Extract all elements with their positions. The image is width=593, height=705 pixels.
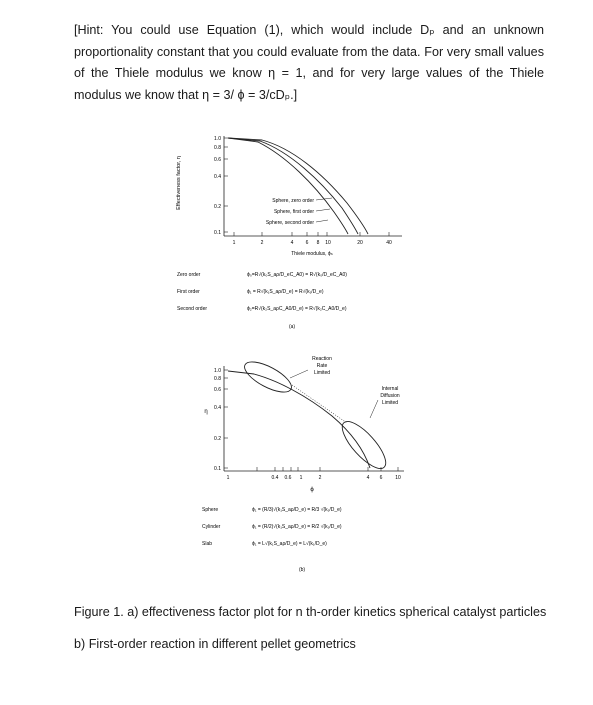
figure-svg <box>172 128 417 581</box>
reaction-label: Rate <box>316 363 328 369</box>
hint-paragraph: [Hint: You could use Equation (1), which would include Dₚ and an unknown proportionality constant that you could evaluate from the data. For very small values of the Thiele modulus we know η = 1, and for very large values of the Thiele modulus we know that η = 3/ ϕ = 3/cDₚ.] <box>74 23 544 102</box>
equation-label: Slab <box>202 541 213 547</box>
ytick-label: 0.4 <box>214 174 221 180</box>
xtick-label: 2 <box>318 475 322 481</box>
equation-text: ϕ₁ = R√(k₁S_aρ/D_e) = R√(k₁/D_e) <box>247 289 324 295</box>
xtick-label: 6 <box>305 240 309 246</box>
panel-b-plot <box>204 356 404 493</box>
ytick-label: 0.4 <box>214 405 221 411</box>
equation-text: ϕ₁ = (R/3)√(k₁S_aρ/D_e) = R/3 √(k₁/D_e) <box>252 507 342 513</box>
xtick-label: 2 <box>260 240 264 246</box>
figure-image <box>172 128 417 581</box>
equation-label: First order <box>177 289 200 295</box>
curve-first-order-geometries <box>228 371 370 468</box>
panel-b-xlabel: ϕ <box>310 487 314 493</box>
diffusion-label: Limited <box>381 400 399 406</box>
panel-b-xticks <box>227 467 401 481</box>
panel-a-yticks <box>214 136 228 236</box>
xtick-label: 10 <box>325 240 331 246</box>
equation-label: Second order <box>177 306 208 312</box>
panel-b-tag: (b) <box>298 567 306 573</box>
ytick-label: 0.6 <box>214 157 221 163</box>
equation-text: ϕ₁ = (R/2)√(k₁S_aρ/D_e) = R/2 √(k₁/D_e) <box>252 524 342 530</box>
diffusion-label: Internal <box>381 386 399 392</box>
ytick-label: 0.2 <box>214 436 221 442</box>
panel-b-ylabel: η <box>204 409 208 415</box>
ytick-label: 0.2 <box>214 204 221 210</box>
legend-first-order: Sphere, first order <box>273 209 314 215</box>
panel-a-xlabel: Thiele modulus, ϕₙ <box>291 251 333 257</box>
reaction-limited-region <box>240 356 295 398</box>
xtick-label: 4 <box>366 475 370 481</box>
xtick-label: 10 <box>395 475 401 481</box>
xtick-label: 0.4 <box>271 475 279 481</box>
legend-second-order: Sphere, second order <box>265 220 314 226</box>
equation-text: ϕ₁ = L√(k₁S_aρ/D_e) = L√(k₁/D_e) <box>252 541 327 547</box>
panel-a-equations <box>177 271 347 330</box>
xtick-label: 6 <box>379 475 383 481</box>
ytick-label: 1.0 <box>214 368 221 374</box>
equation-text: ϕ₀=R√(k₀S_aρ/D_eC_A0) = R√(k₀/D_eC_A0) <box>247 272 347 278</box>
ytick-label: 0.8 <box>214 145 221 151</box>
equation-label: Zero order <box>177 272 201 278</box>
xtick-label: 1 <box>232 240 236 246</box>
panel-a-plot <box>176 136 402 257</box>
reaction-label: Limited <box>313 370 331 376</box>
ytick-label: 1.0 <box>214 136 221 142</box>
diffusion-limited-region <box>336 415 392 474</box>
xtick-label: 8 <box>316 240 320 246</box>
xtick-label: 1 <box>226 475 230 481</box>
ytick-label: 0.8 <box>214 376 221 382</box>
xtick-label: 0.6 <box>284 475 292 481</box>
reaction-label: Reaction <box>312 356 332 362</box>
xtick-label: 20 <box>357 240 363 246</box>
ytick-label: 0.6 <box>214 387 221 393</box>
xtick-label: 40 <box>386 240 392 246</box>
diffusion-label: Diffusion <box>380 393 400 399</box>
panel-b-equations <box>202 506 342 573</box>
ytick-label: 0.1 <box>214 466 221 472</box>
xtick-label: 1 <box>299 475 303 481</box>
equation-label: Cylinder <box>202 524 221 530</box>
panel-a-ylabel: Effectiveness factor, η <box>176 156 182 210</box>
panel-a-xticks <box>233 232 392 246</box>
panel-a-tag: (a) <box>288 324 296 330</box>
equation-label: Sphere <box>202 507 219 513</box>
panel-b-yticks <box>214 368 228 472</box>
figure-caption-line-2: b) First-order reaction in different pellet geometrics <box>74 637 356 651</box>
xtick-label: 4 <box>290 240 294 246</box>
legend-zero-order: Sphere, zero order <box>272 198 314 204</box>
equation-text: ϕ₂=R√(k₂S_aρC_A0/D_e) = R√(k₂C_A0/D_e) <box>247 306 347 312</box>
figure-caption-line-1: Figure 1. a) effectiveness factor plot for n th-order kinetics spherical catalyst particles <box>74 605 547 619</box>
ytick-label: 0.1 <box>214 230 221 236</box>
